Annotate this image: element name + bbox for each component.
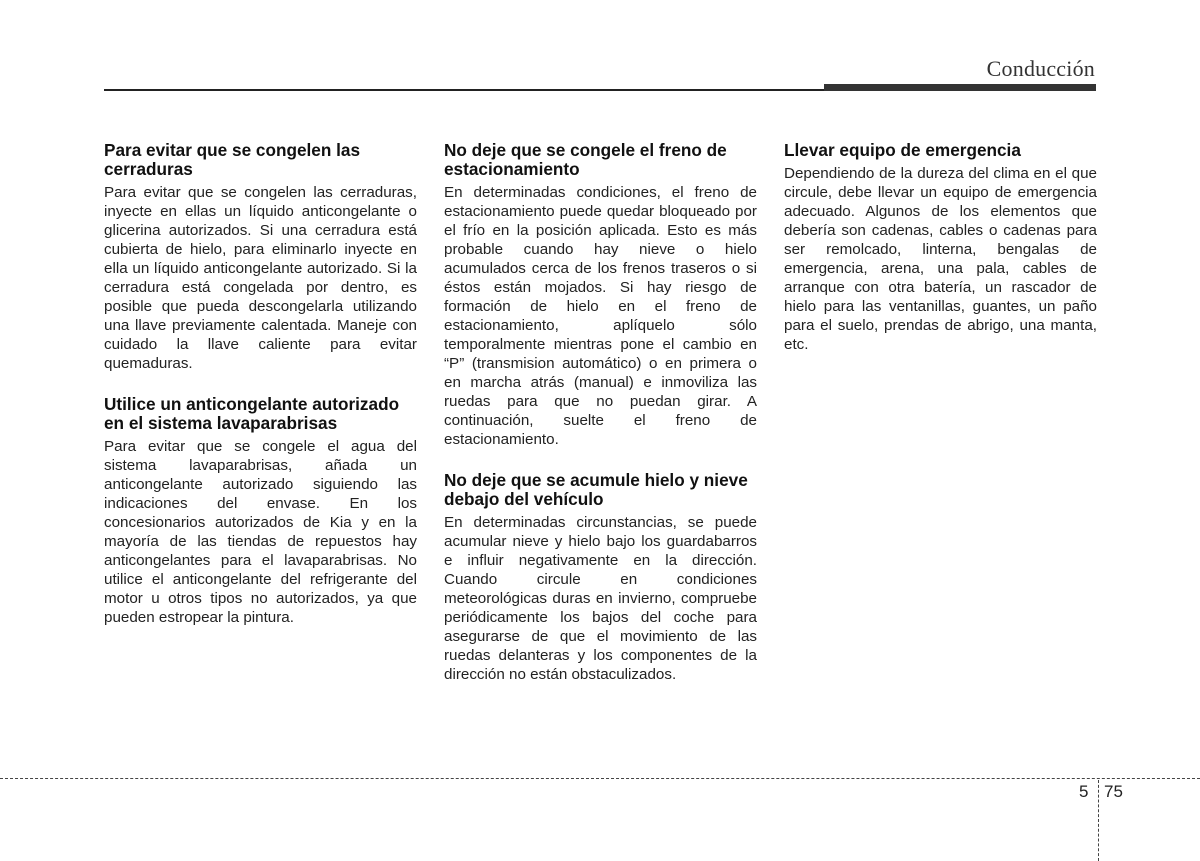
page-number: 75 xyxy=(1104,782,1123,801)
section-heading: Utilice un anticongelante autorizado en el sistema lavaparabrisas xyxy=(104,394,400,433)
section-body: En determinadas circunstancias, se puede acumular nieve y hielo bajo los guardabarros e influir negativamente en la dirección. Cuando circule en condiciones meteorológicas duras en invierno, compruebe periódicamente los bajos del coche para asegurarse de que el movimiento de las ruedas delanteras y los componentes de la dirección no están obstaculizados. xyxy=(444,514,757,683)
header-rule-accent xyxy=(824,84,1096,91)
section-heading: No deje que se congele el freno de estacionamiento xyxy=(444,140,727,179)
footer-divider xyxy=(1098,780,1099,861)
chapter-number: 5 xyxy=(1079,782,1089,801)
section-body: En determinadas condiciones, el freno de estacionamiento puede quedar bloqueado por el frío en la posición aplicada. Esto es más probable cuando hay nieve o hielo acumulados cerca de los frenos traseros o si éstos están mojados. Si hay riesgo de formación de hielo en el freno de estacionamiento, aplíquelo sólo temporalmente mientras pone el cambio en “P” (transmision automático) o en primera o en marcha atrás (manual) e inmoviliza las ruedas para que no puedan girar. A continuación, suelte el freno de estacionamiento. xyxy=(444,184,757,448)
section-heading: No deje que se acumule hielo y nieve debajo del vehículo xyxy=(444,470,748,509)
section-body: Dependiendo de la dureza del clima en el que circule, debe llevar un equipo de emergencia adecuado. Algunos de los elementos que debería son cadenas, cables o cadenas para ser remolcado, linterna, bengalas de emergencia, arena, una pala, cables de arranque con otra batería, un rascador de hielo para las ventanillas, guantes, un paño para el suelo, prendas de abrigo, una manta, etc. xyxy=(784,165,1097,353)
column-right xyxy=(784,141,1097,376)
section-heading: Para evitar que se congelen las cerraduras xyxy=(104,140,361,179)
section-freno-estacionamiento xyxy=(444,141,757,449)
section-cerraduras xyxy=(104,141,417,373)
section-body: Para evitar que se congelen las cerraduras, inyecte en ellas un líquido anticongelante o glicerina autorizados. Si una cerradura está cubierta de hielo, para eliminarlo inyecte en ella un líquido anticongelante autorizado. Si la cerradura está congelada por dentro, es posible que pueda descongelarla utilizando una llave previamente calentada. Maneje con cuidado la llave caliente para evitar quemaduras. xyxy=(104,184,417,372)
section-hielo-nieve xyxy=(444,471,757,684)
footer-rule xyxy=(0,778,1200,779)
section-equipo-emergencia xyxy=(784,141,1097,354)
column-middle xyxy=(444,141,757,706)
section-heading: Llevar equipo de emergencia xyxy=(784,140,1021,160)
column-left xyxy=(104,141,417,649)
header-rule xyxy=(104,89,824,91)
section-lavaparabrisas xyxy=(104,395,417,627)
section-body: Para evitar que se congele el agua del sistema lavaparabrisas, añada un anticongelante autorizado siguiendo las indicaciones del envase. En los concesionarios autorizados de Kia y en la mayoría de las tiendas de repuestos hay anticongelantes para el lavaparabrisas. No utilice el anticongelante del refrigerante del motor u otros tipos no autorizados, ya que pueden estropear la pintura. xyxy=(104,438,417,626)
chapter-title: Conducción xyxy=(986,56,1095,81)
